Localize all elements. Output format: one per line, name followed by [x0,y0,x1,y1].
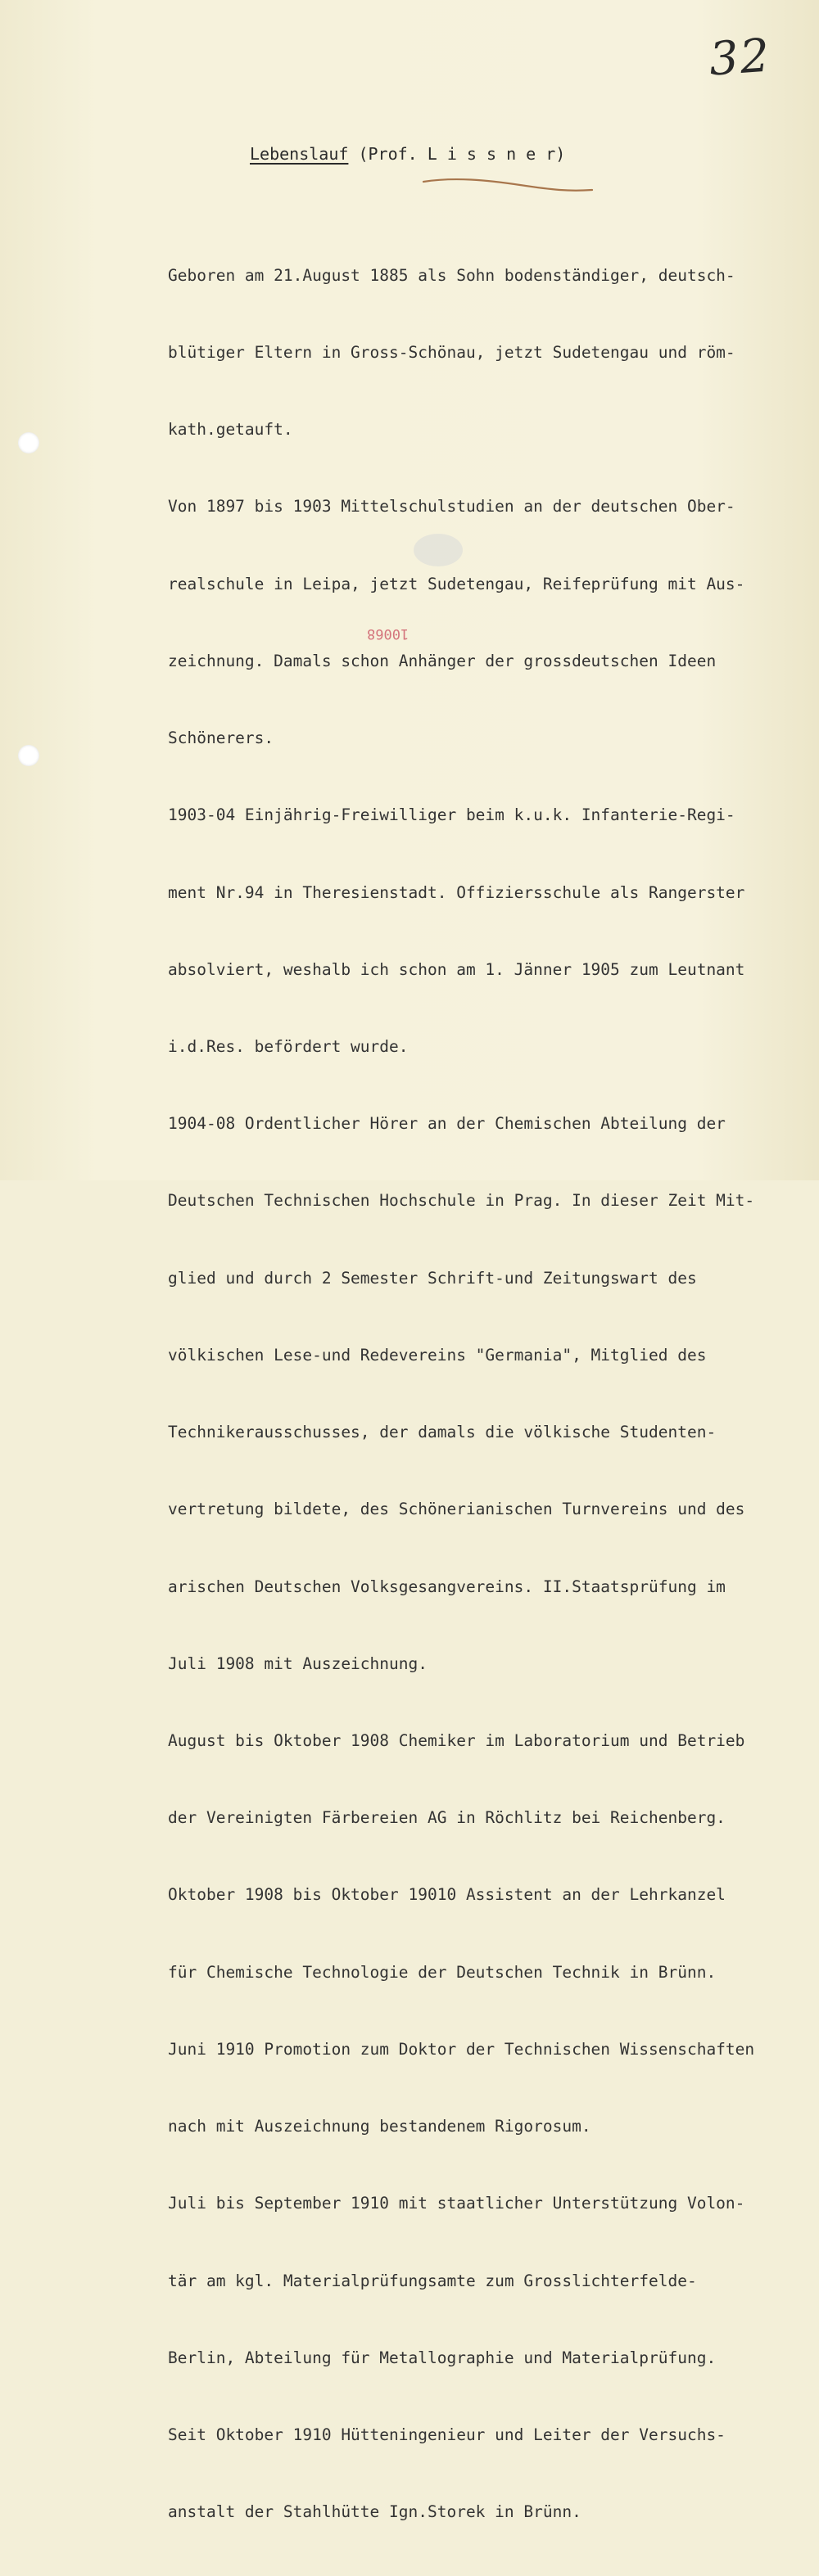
body-line: i.d.Res. befördert wurde. [168,1037,409,1056]
document-title [250,144,565,164]
title-main: Lebenslauf [250,144,349,164]
body-line: Schönerers. [168,729,274,748]
body-line: völkischen Lese-und Redevereins "Germania", Mitglied des [168,1345,707,1365]
body-line: Oktober 1908 bis Oktober 19010 Assistent an der Lehrkanzel [168,1885,726,1905]
body-line: vertretung bildete, des Schönerianischen Turnvereins und des [168,1500,745,1519]
body-line: Berlin, Abteilung für Metallographie und Materialprüfung. [168,2348,717,2367]
body-line: realschule in Leipa, jetzt Sudetengau, Reifeprüfung mit Aus- [168,574,745,593]
body-line: Technikerausschusses, der damals die völkische Studenten- [168,1423,717,1442]
body-line: Von 1897 bis 1903 Mittelschulstudien an der deutschen Ober- [168,497,735,517]
body-line: für Chemische Technologie der Deutschen Technik in Brünn. [168,1962,717,1982]
body-line: 1904-08 Ordentlicher Hörer an der Chemischen Abteilung der [168,1114,726,1134]
punch-hole-bottom [18,745,39,766]
body-line: Juli 1908 mit Auszeichnung. [168,1653,428,1673]
body-line: tär am kgl. Materialprüfungsamte zum Grosslichterfelde- [168,2271,697,2290]
body-line: Deutschen Technischen Hochschule in Prag. In dieser Zeit Mit- [168,1191,755,1211]
body-line: Geboren am 21.August 1885 als Sohn bodenständiger, deutsch- [168,265,735,285]
body-line: nach mit Auszeichnung bestandenem Rigorosum. [168,2117,591,2136]
archive-stamp: 10068 [367,625,410,642]
body-line: arischen Deutschen Volksgesangvereins. II.Staatsprüfung im [168,1577,726,1596]
cv-body [168,211,807,2576]
body-line: zeichnung. Damals schon Anhänger der grossdeutschen Ideen [168,651,717,670]
body-line: anstalt der Stahlhütte Ign.Storek in Brünn. [168,2502,581,2522]
body-line: ment Nr.94 in Theresienstadt. Offiziersschule als Rangerster [168,882,745,902]
body-line: der Vereinigten Färbereien AG in Röchlitz bei Reichenberg. [168,1808,726,1828]
body-line: Juni 1910 Promotion zum Doktor der Technischen Wissenschaften [168,2039,755,2059]
body-line: kath.getauft. [168,420,293,440]
pencil-underline [422,175,594,195]
punch-hole-top [18,432,39,453]
body-line: glied und durch 2 Semester Schrift-und Zeitungswart des [168,1268,697,1288]
body-line: 1903-04 Einjährig-Freiwilliger beim k.u.k. Infanterie-Regi- [168,805,735,825]
body-line: August bis Oktober 1908 Chemiker im Laboratorium und Betrieb [168,1730,745,1750]
body-line: Juli bis September 1910 mit staatlicher Unterstützung Volon- [168,2194,745,2213]
page-number: 32 [707,29,773,87]
body-line: Seit Oktober 1910 Hütteningenieur und Leiter der Versuchs- [168,2425,726,2444]
title-sub: (Prof. L i s s n e r) [358,144,566,164]
body-line: blütiger Eltern in Gross-Schönau, jetzt Sudetengau und röm- [168,343,735,363]
body-line: absolviert, weshalb ich schon am 1. Jänner 1905 zum Leutnant [168,959,745,979]
